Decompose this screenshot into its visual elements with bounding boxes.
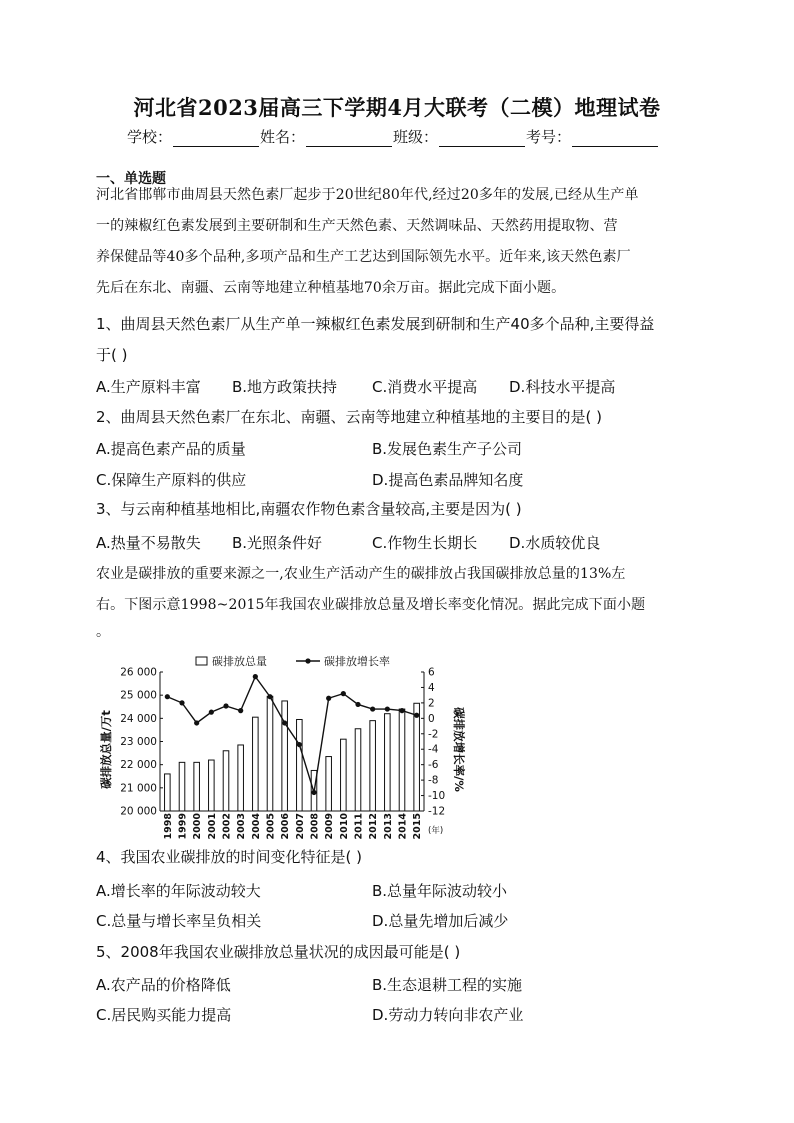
- material-2-line: 农业是碳排放的重要来源之一,农业生产活动产生的碳排放占我国碳排放总量的13%左: [96, 566, 626, 582]
- total-emission-bar: [238, 745, 244, 811]
- x-tick-label: 2002: [221, 813, 233, 840]
- right-tick-label: -12: [428, 805, 446, 818]
- left-tick-label: 25 000: [120, 689, 157, 702]
- left-axis-title: 碳排放总量/万t: [99, 710, 113, 789]
- option-c[interactable]: C.作物生长期长: [372, 534, 478, 552]
- total-emission-bar: [267, 696, 273, 811]
- section-heading: 一、单选题: [96, 171, 166, 187]
- total-emission-bar: [209, 760, 215, 811]
- x-tick-label: 2005: [265, 813, 277, 840]
- question-4: [96, 842, 706, 873]
- x-tick-label: 2001: [206, 813, 218, 840]
- total-emission-bar: [297, 719, 303, 811]
- question-5-options: [96, 1004, 706, 1025]
- option-d[interactable]: D.总量先增加后减少: [372, 912, 509, 930]
- option-a[interactable]: A.提高色素产品的质量: [96, 440, 246, 458]
- option-c[interactable]: C.居民购买能力提高: [96, 1006, 232, 1024]
- growth-rate-point: [179, 700, 184, 705]
- question-2-options: [96, 469, 706, 490]
- x-unit-label: (年): [428, 826, 444, 836]
- growth-rate-point: [209, 710, 214, 715]
- question-3-options: [96, 532, 706, 553]
- option-c[interactable]: C.总量与增长率呈负相关: [96, 912, 262, 930]
- x-tick-label: 2011: [353, 813, 365, 840]
- option-b[interactable]: B.生态退耕工程的实施: [372, 976, 523, 994]
- question-4-options: [96, 880, 706, 901]
- x-tick-label: 2008: [309, 813, 321, 840]
- growth-rate-point: [311, 790, 316, 795]
- question-1-stem: 1、曲周县天然色素厂从生产单一辣椒红色素发展到研制和生产40多个品种,主要得益: [96, 315, 655, 333]
- material-2-line: 右。下图示意1998~2015年我国农业碳排放总量及增长率变化情况。据此完成下面小题: [96, 597, 646, 613]
- carbon-emission-chart: [99, 648, 466, 840]
- option-d[interactable]: D.提高色素品牌知名度: [372, 471, 524, 489]
- x-tick-label: 2014: [397, 813, 409, 840]
- total-emission-bar: [370, 721, 376, 811]
- growth-rate-point: [297, 742, 302, 747]
- x-tick-label: 2003: [236, 813, 248, 840]
- question-3-stem: 3、与云南种植基地相比,南疆农作物色素含量较高,主要是因为( ): [96, 500, 522, 518]
- school-blank[interactable]: [173, 132, 259, 147]
- material-2: [96, 559, 700, 643]
- growth-rate-point: [370, 706, 375, 711]
- material-1: [96, 180, 700, 304]
- option-d[interactable]: D.水质较优良: [509, 534, 601, 552]
- total-emission-bar: [326, 757, 332, 811]
- class-label: 班级：: [393, 128, 439, 146]
- x-tick-label: 2007: [294, 813, 306, 840]
- total-emission-bar: [355, 729, 361, 811]
- left-tick-label: 23 000: [120, 736, 157, 748]
- student-info-line: [127, 126, 659, 147]
- number-blank[interactable]: [572, 132, 658, 147]
- option-a[interactable]: A.生产原料丰富: [96, 378, 201, 396]
- x-tick-label: 1999: [177, 813, 189, 840]
- option-a[interactable]: A.农产品的价格降低: [96, 976, 231, 994]
- right-tick-label: -8: [428, 774, 439, 787]
- question-4-stem: 4、我国农业碳排放的时间变化特征是( ): [96, 848, 363, 866]
- x-tick-label: 2010: [338, 813, 350, 840]
- school-label: 学校：: [127, 128, 173, 146]
- question-1: [96, 309, 706, 371]
- name-blank[interactable]: [306, 132, 392, 147]
- option-b[interactable]: B.发展色素生产子公司: [372, 440, 523, 458]
- material-1-line: 养保健品等40多个品种,多项产品和生产工艺达到国际领先水平。近年来,该天然色素厂: [96, 249, 631, 265]
- legend-line-label: 碳排放增长率: [324, 655, 390, 668]
- right-axis-title: 碳排放增长率/%: [452, 707, 466, 792]
- growth-rate-point: [326, 696, 331, 701]
- growth-rate-point: [341, 691, 346, 696]
- number-label: 考号：: [526, 128, 572, 146]
- right-tick-label: -6: [428, 759, 439, 772]
- question-4-options: [96, 910, 706, 931]
- question-1-stem: 于( ): [96, 346, 128, 364]
- total-emission-bar: [194, 762, 200, 811]
- legend-bar-label: 碳排放总量: [212, 655, 267, 668]
- total-emission-bar: [179, 762, 185, 811]
- option-a[interactable]: A.增长率的年际波动较大: [96, 882, 261, 900]
- x-tick-label: 2015: [412, 813, 424, 840]
- class-blank[interactable]: [439, 132, 525, 147]
- name-label: 姓名：: [260, 128, 306, 146]
- left-tick-label: 21 000: [120, 782, 157, 795]
- legend-bar-swatch: [196, 657, 207, 665]
- x-tick-label: 2004: [250, 813, 262, 840]
- x-tick-label: 1998: [162, 813, 174, 840]
- growth-rate-line: [167, 677, 416, 793]
- option-c[interactable]: C.消费水平提高: [372, 378, 478, 396]
- option-b[interactable]: B.光照条件好: [232, 534, 323, 552]
- total-emission-bar: [223, 751, 229, 811]
- total-emission-bar: [341, 739, 347, 811]
- growth-rate-point: [165, 694, 170, 699]
- material-1-line: 先后在东北、南疆、云南等地建立种植基地70余万亩。据此完成下面小题。: [96, 280, 566, 296]
- total-emission-bar: [282, 701, 288, 811]
- total-emission-bar: [414, 703, 420, 811]
- total-emission-bar: [165, 774, 171, 811]
- growth-rate-point: [267, 694, 272, 699]
- question-5-stem: 5、2008年我国农业碳排放总量状况的成因最可能是( ): [96, 943, 461, 961]
- question-2-options: [96, 438, 706, 459]
- left-tick-label: 20 000: [120, 805, 157, 818]
- option-d[interactable]: D.劳动力转向非农产业: [372, 1006, 524, 1024]
- option-b[interactable]: B.总量年际波动较小: [372, 882, 508, 900]
- exam-title: 河北省2023届高三下学期4月大联考（二模）地理试卷: [133, 95, 661, 120]
- option-b[interactable]: B.地方政策扶持: [232, 378, 338, 396]
- right-tick-label: -4: [428, 743, 439, 756]
- right-tick-label: -10: [428, 790, 446, 803]
- left-tick-label: 24 000: [120, 712, 157, 725]
- option-d[interactable]: D.科技水平提高: [509, 378, 616, 396]
- left-tick-label: 26 000: [120, 666, 157, 679]
- right-tick-label: -2: [428, 728, 439, 741]
- material-2-line: 。: [96, 624, 111, 640]
- growth-rate-point: [238, 708, 243, 713]
- question-1-options: [96, 376, 706, 397]
- growth-rate-point: [385, 706, 390, 711]
- option-a[interactable]: A.热量不易散失: [96, 534, 201, 552]
- growth-rate-point: [253, 674, 258, 679]
- x-tick-label: 2013: [382, 813, 394, 840]
- growth-rate-point: [194, 720, 199, 725]
- question-2-stem: 2、曲周县天然色素厂在东北、南疆、云南等地建立种植基地的主要目的是( ): [96, 408, 603, 426]
- right-tick-label: 0: [428, 712, 435, 725]
- x-tick-label: 2006: [280, 813, 292, 840]
- growth-rate-point: [223, 703, 228, 708]
- x-tick-label: 2000: [192, 813, 204, 840]
- x-tick-label: 2012: [368, 813, 380, 840]
- total-emission-bar: [385, 714, 391, 811]
- growth-rate-point: [414, 713, 419, 718]
- right-tick-label: 2: [428, 697, 435, 710]
- left-tick-label: 22 000: [120, 759, 157, 772]
- total-emission-bar: [399, 709, 405, 811]
- question-5: [96, 937, 706, 968]
- legend-line-marker: [305, 658, 310, 663]
- material-1-line: 河北省邯郸市曲周县天然色素厂起步于20世纪80年代,经过20多年的发展,已经从生产单: [96, 187, 639, 203]
- growth-rate-point: [282, 720, 287, 725]
- right-tick-label: 4: [428, 681, 435, 694]
- question-2: [96, 402, 706, 433]
- right-tick-label: 6: [428, 666, 435, 679]
- option-c[interactable]: C.保障生产原料的供应: [96, 471, 247, 489]
- growth-rate-point: [399, 708, 404, 713]
- total-emission-bar: [253, 717, 259, 811]
- x-tick-label: 2009: [324, 813, 336, 840]
- material-1-line: 一的辣椒红色素发展到主要研制和生产天然色素、天然调味品、天然药用提取物、营: [96, 218, 618, 234]
- question-3: [96, 494, 706, 525]
- growth-rate-point: [355, 702, 360, 707]
- question-5-options: [96, 974, 706, 995]
